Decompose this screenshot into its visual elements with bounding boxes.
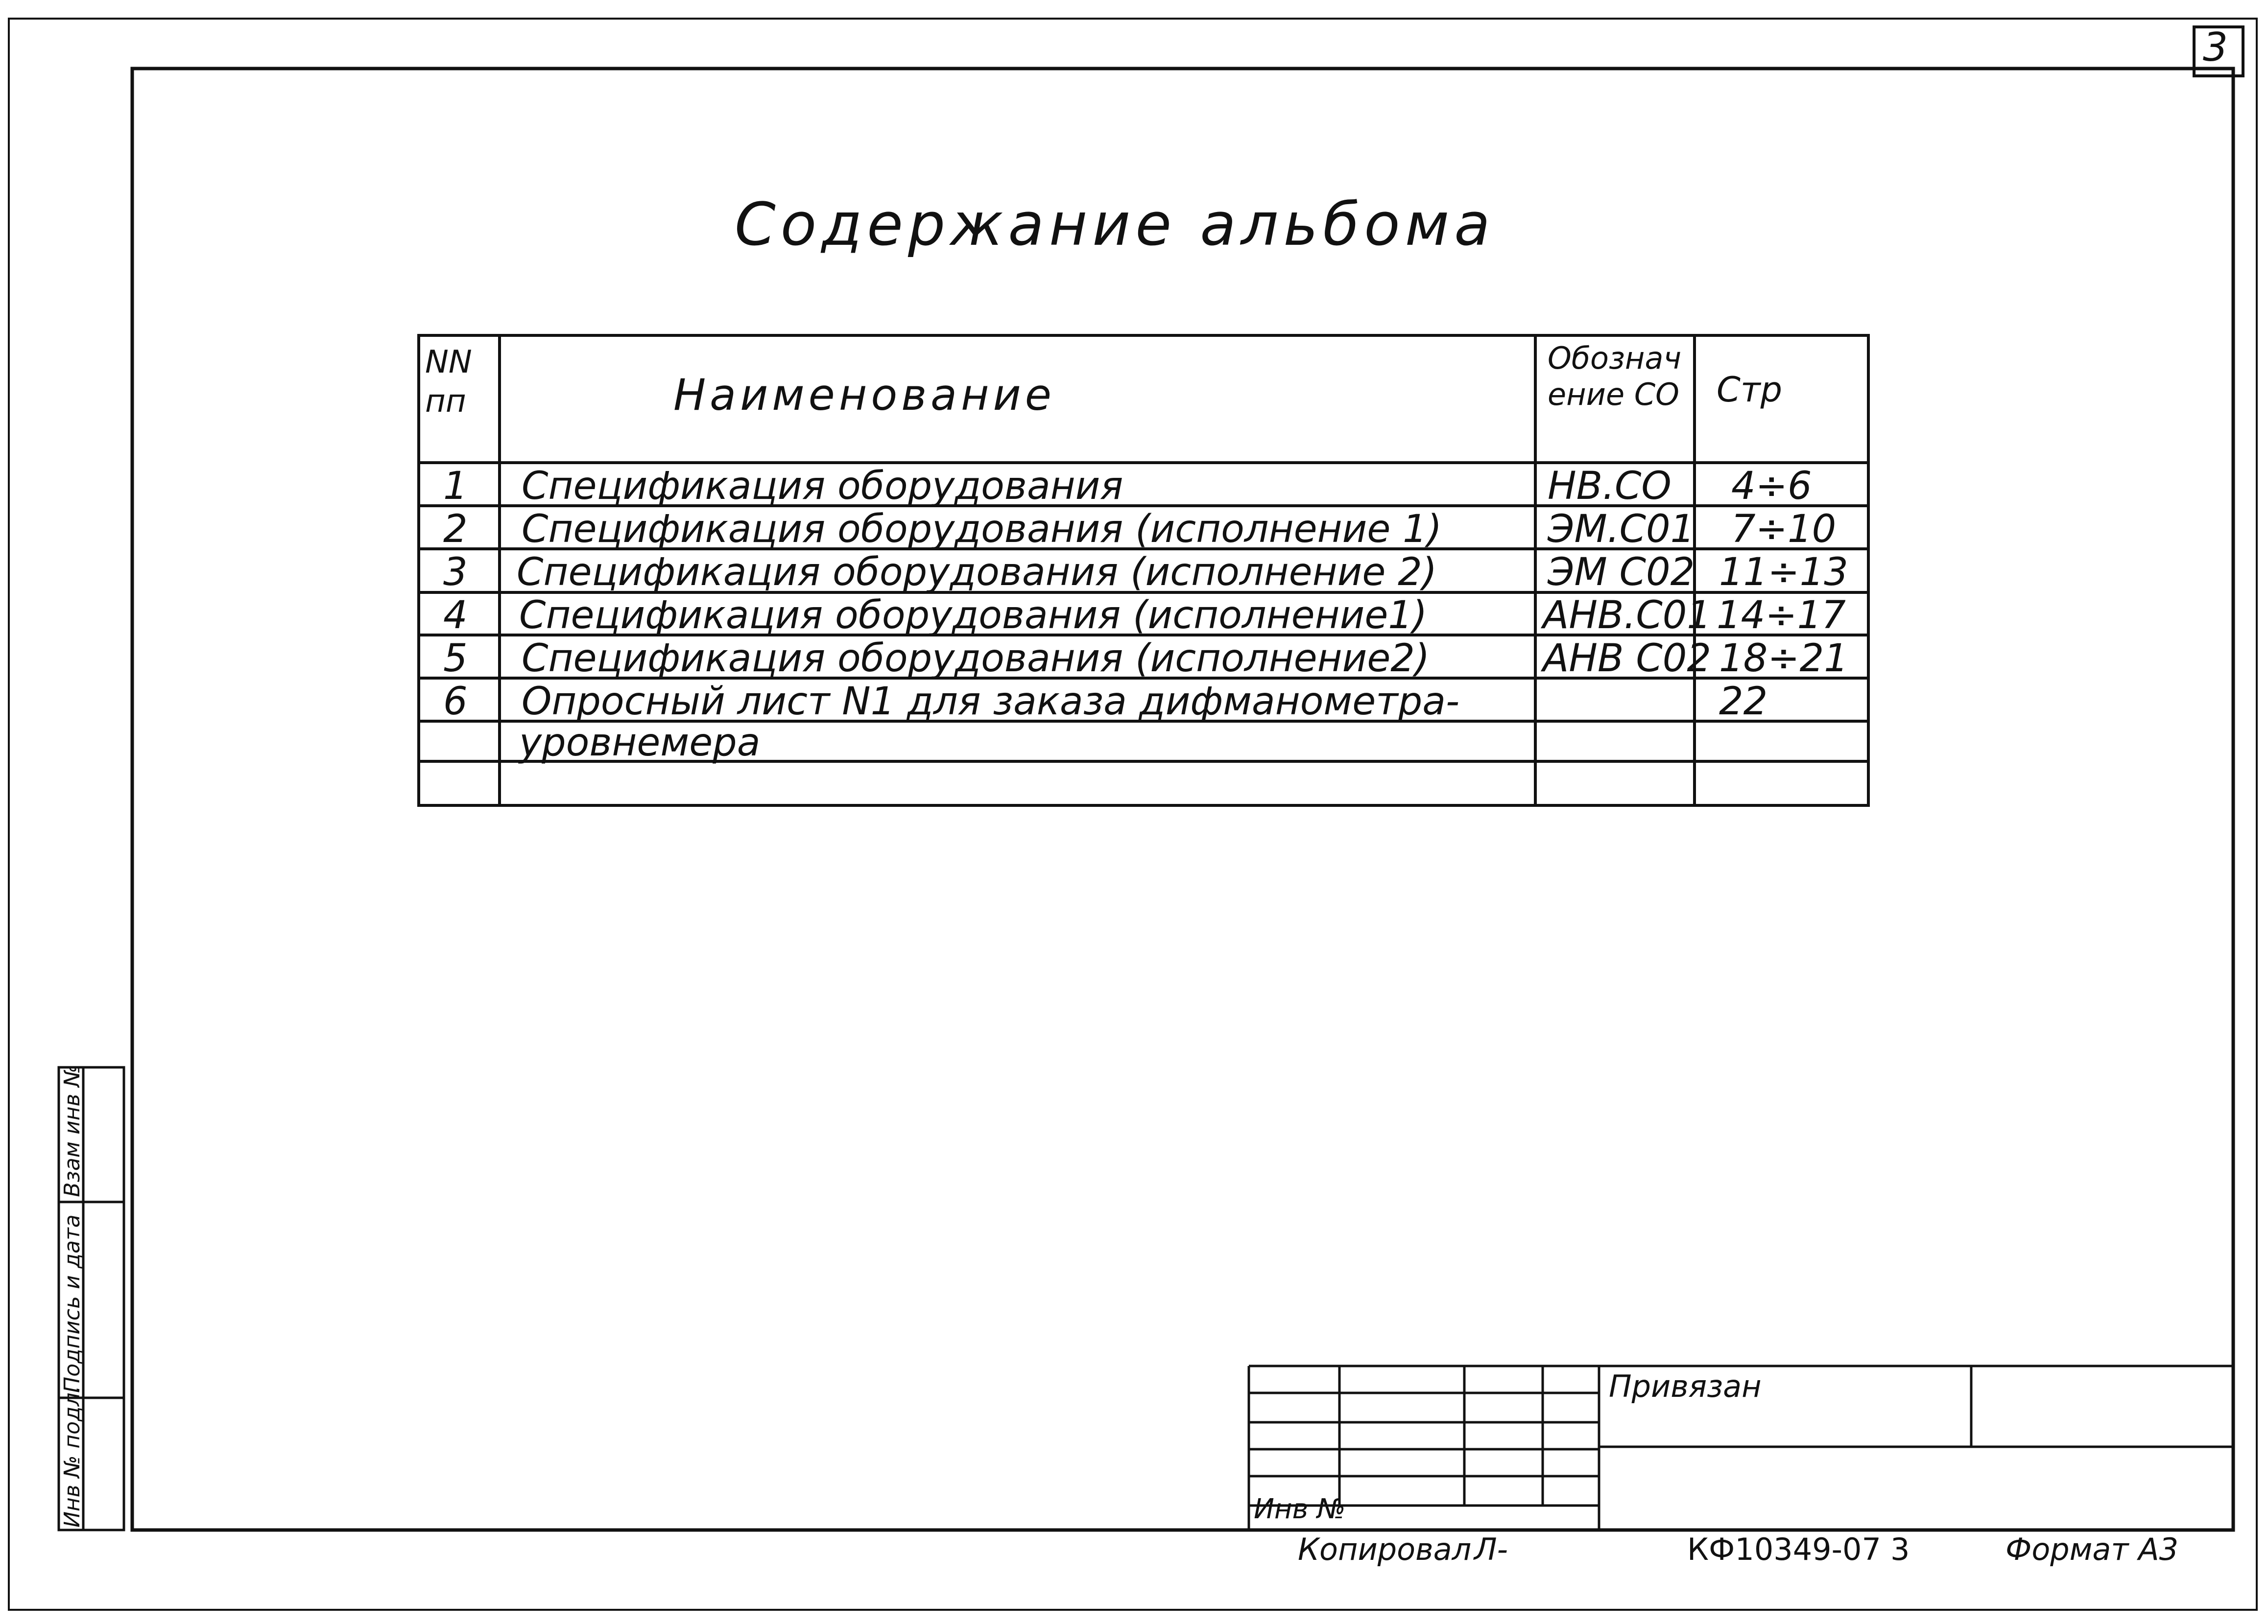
footer-format: Формат А3	[2005, 1531, 2179, 1567]
row-5-designation: АНВ С02	[1543, 636, 1712, 681]
footer-doc-sheet: 3	[1890, 1531, 1910, 1567]
footer-copied-sign: Л-	[1474, 1531, 1508, 1567]
row-1-designation: НВ.СО	[1548, 464, 1671, 508]
row-2-page: 7÷10	[1731, 507, 1837, 551]
title-block-privyazan: Привязан	[1609, 1368, 1762, 1404]
row-4-page: 14÷17	[1717, 593, 1846, 637]
row-2-number: 2	[443, 507, 468, 551]
row-1-name: Спецификация оборудования	[522, 464, 1123, 508]
side-vzam-inv: Взам инв №	[60, 1064, 85, 1197]
row-5-page: 18÷21	[1719, 636, 1848, 681]
row-6-page: 22	[1719, 680, 1768, 724]
row-6-name: Опросный лист N1 для заказа дифманометра-	[522, 680, 1460, 724]
title-block-inv-no: Инв №	[1254, 1493, 1346, 1525]
album-title: Содержание альбома	[735, 191, 1495, 259]
row-2-designation: ЭМ.С01	[1548, 507, 1695, 551]
header-designation: Обозначение СО	[1548, 340, 1682, 412]
sheet-number: 3	[2203, 24, 2228, 70]
side-inv-podl: Инв № подл.	[60, 1386, 85, 1528]
row-3-number: 3	[443, 550, 468, 594]
row-1-number: 1	[443, 464, 468, 508]
footer-copied: Копировал	[1298, 1531, 1472, 1567]
side-podpis-data: Подпись и дата	[60, 1214, 85, 1393]
header-name: Наименование	[673, 370, 1055, 420]
header-page: Стр	[1717, 370, 1783, 410]
footer-doc-code: КФ10349-07	[1687, 1531, 1881, 1567]
row-6-number: 6	[443, 680, 468, 724]
row-4-designation: АНВ.С01	[1543, 593, 1712, 637]
header-number: NN пп	[425, 344, 472, 420]
row-3-name: Спецификация оборудования (исполнение 2)	[517, 550, 1437, 594]
row-2-name: Спецификация оборудования (исполнение 1)	[522, 507, 1442, 551]
row-1-page: 4÷6	[1731, 464, 1812, 508]
row-3-designation: ЭМ С02	[1548, 550, 1695, 594]
row-6-name-continued: уровнемера	[519, 721, 761, 765]
inner-frame	[132, 69, 2233, 1530]
row-5-name: Спецификация оборудования (исполнение2)	[522, 636, 1430, 681]
row-4-name: Спецификация оборудования (исполнение1)	[519, 593, 1428, 637]
row-3-page: 11÷13	[1719, 550, 1848, 594]
row-4-number: 4	[443, 593, 468, 637]
row-5-number: 5	[443, 636, 468, 681]
